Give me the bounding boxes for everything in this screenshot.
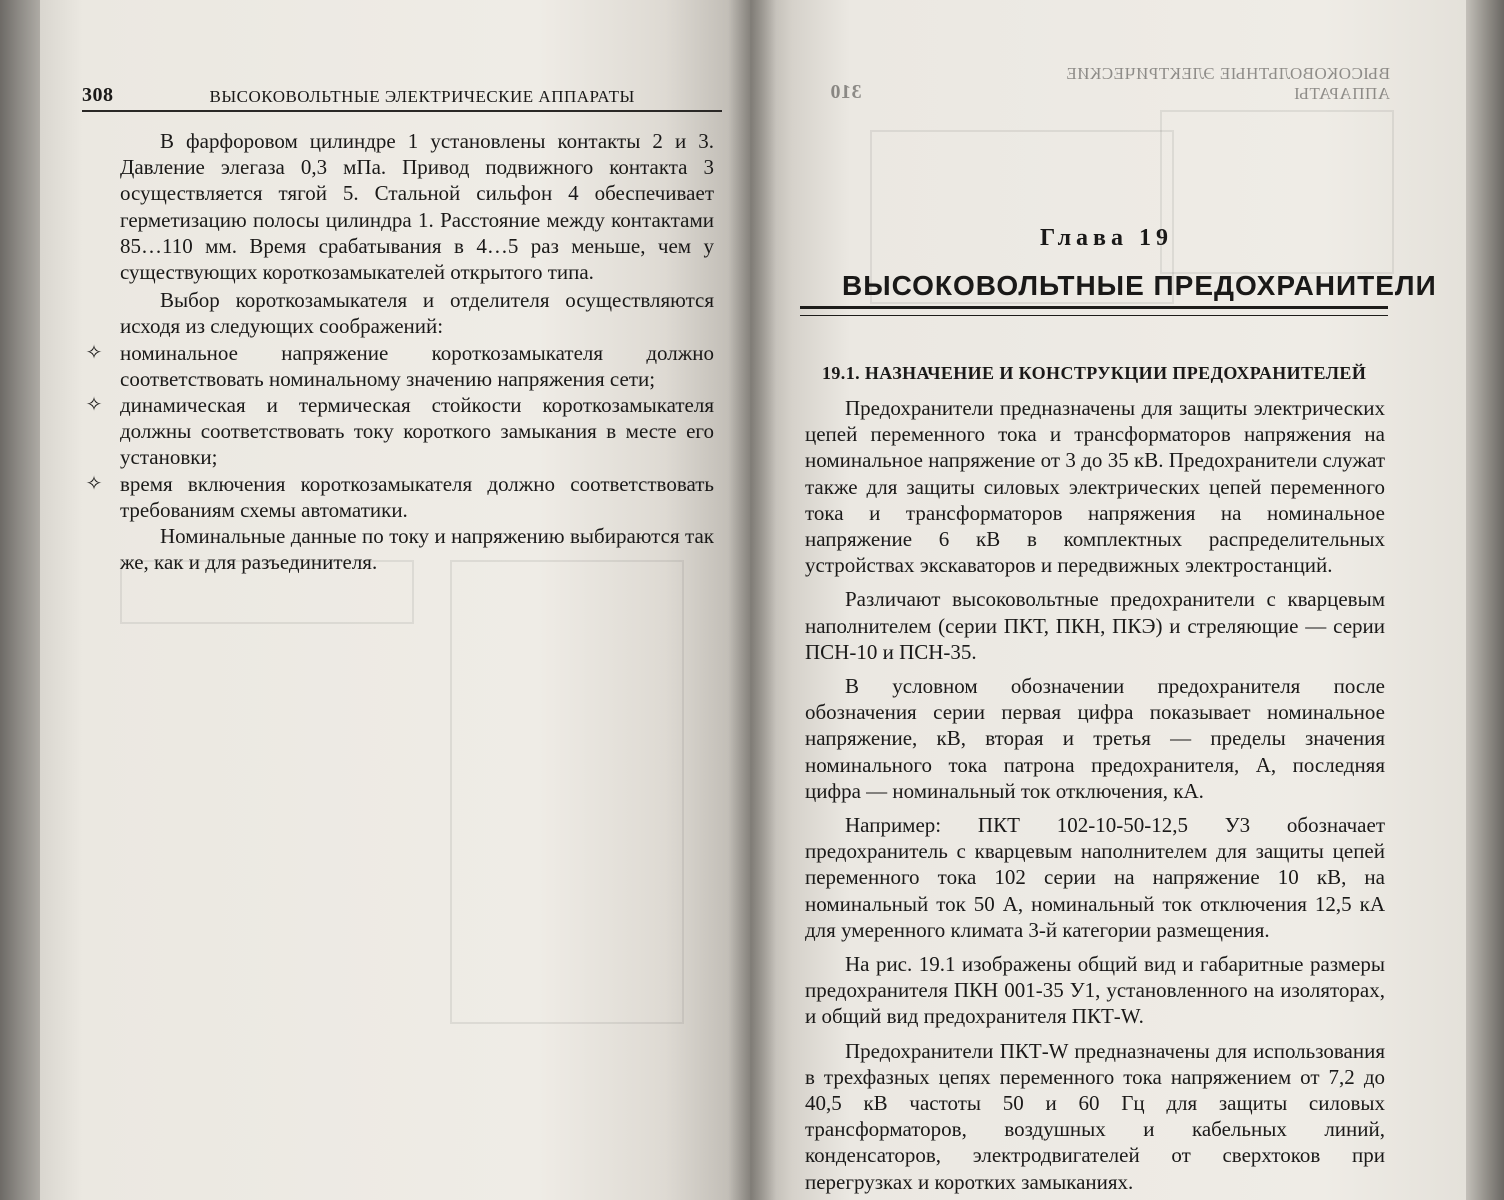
paragraph: В фарфоровом цилиндре 1 установлены контакты 2 и 3. Давление элегаза 0,3 мПа. Привод подвижного контакта 3 осуществляется тягой 5. Стальной сильфон 4 обеспечивает герметизацию полосы цилиндра 1. Расстояние между контактами 85…110 мм. Время срабатывания в 4…5 раз меньше, чем у существующих короткозамыкателей открытого типа. <box>120 129 714 285</box>
paragraph: Предохранители предназначены для защиты электрических цепей переменного тока и трансформаторов напряжения на номинальное напряжение от 3 до 35 кВ. Предохранители служат также для защиты силовых электрических цепей переменного тока и трансформаторов напряжения на номинальное напряжение 6 кВ в комплектных распределительных устройствах экскаваторов и передвижных электростанций. <box>805 396 1385 578</box>
right-running-head <box>830 64 1390 104</box>
chapter-title: ВЫСОКОВОЛЬТНЫЕ ПРЕДОХРАНИТЕЛИ <box>842 270 1437 301</box>
bullet-text: динамическая и термическая стойкости короткозамыкателя должны соответствовать току короткого замыкания в месте его установки; <box>120 393 714 470</box>
diamond-bullet-icon: ✧ <box>85 472 103 495</box>
bullet-text: номинальное напряжение короткозамыкателя должно соответствовать номинальному значению напряжения сети; <box>120 340 714 391</box>
section-title: 19.1. НАЗНАЧЕНИЕ И КОНСТРУКЦИИ ПРЕДОХРАНИТЕЛЕЙ <box>822 363 1367 383</box>
bullet-text: время включения короткозамыкателя должно соответствовать требованиям схемы автоматики. <box>120 471 714 522</box>
bleed-through-figure <box>450 560 684 1024</box>
right-page-edges <box>1464 0 1504 1200</box>
chapter-rule <box>800 306 1388 316</box>
left-page-number: 308 <box>82 84 114 106</box>
paragraph: На рис. 19.1 изображены общий вид и габаритные размеры предохранителя ПКН 001-35 У1, установленного на изоляторах, и общий вид предохранителя ПКТ-W. <box>805 952 1385 1029</box>
paragraph: Номинальные данные по току и напряжению выбираются так же, как и для разъединителя. <box>120 524 714 575</box>
left-page-body <box>85 128 714 575</box>
bullet-item <box>84 471 714 523</box>
bullet-list <box>85 340 714 523</box>
diamond-bullet-icon: ✧ <box>85 341 103 364</box>
paragraph: Различают высоковольтные предохранители с кварцевым наполнителем (серии ПКТ, ПКН, ПКЭ) и стреляющие — серии ПСН-10 и ПСН-35. <box>805 587 1385 664</box>
bullet-item <box>84 392 714 471</box>
right-running-head-title: ВЫСОКОВОЛЬТНЫЕ ЭЛЕКТРИЧЕСКИЕ АППАРАТЫ <box>1065 64 1390 103</box>
bleed-through-figure <box>1160 110 1394 274</box>
paragraph: Например: ПКТ 102-10-50-12,5 У3 обозначает предохранитель с кварцевым наполнителем для защиты цепей переменного тока 102 серии на напряжение 10 кВ, на номинальный ток 50 А, номинальный ток отключения 12,5 кА для умеренного климата 3-й категории размещения. <box>805 813 1385 942</box>
left-running-head <box>82 84 722 112</box>
left-running-head-title: ВЫСОКОВОЛЬТНЫЕ ЭЛЕКТРИЧЕСКИЕ АППАРАТЫ <box>209 87 635 106</box>
bullet-item <box>84 340 714 392</box>
paragraph: Выбор короткозамыкателя и отделителя осуществляются исходя из следующих соображений: <box>120 288 714 339</box>
chapter-number: Глава 19 <box>1040 225 1173 251</box>
paragraph: В условном обозначении предохранителя после обозначения серии первая цифра показывает номинальное напряжение, кВ, вторая и третья — пределы значения номинального тока патрона предохранителя, А, последняя цифра — номинальный ток отключения, кА. <box>805 674 1385 803</box>
diamond-bullet-icon: ✧ <box>85 394 103 417</box>
left-page-edges <box>0 0 44 1200</box>
right-page-number: 310 <box>830 81 862 103</box>
book-gutter <box>728 0 776 1200</box>
right-page-body <box>805 395 1385 1195</box>
paragraph: Предохранители ПКТ-W предназначены для использования в трехфазных цепях переменного тока напряжением от 7,2 до 40,5 кВ частоты 50 и 60 Гц для защиты силовых трансформаторов, воздушных и кабельных линий, конденсаторов, электродвигателей от сверхтоков при перегрузках и коротких замыканиях. <box>805 1038 1385 1194</box>
